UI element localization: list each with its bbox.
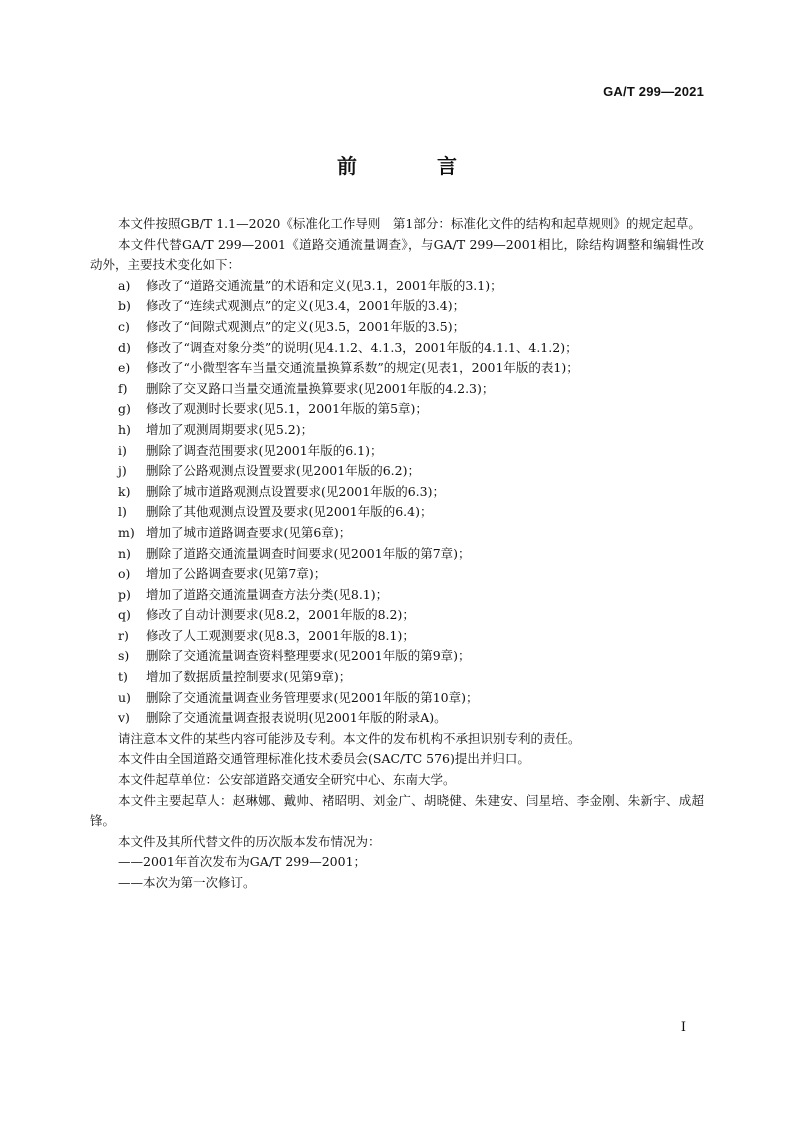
list-item: a) 修改了“道路交通流量”的术语和定义(见3.1，2001年版的3.1)；: [118, 277, 503, 293]
intro-paragraph: 本文件代替GA/T 299—2001《道路交通流量调查》，与GA/T 299—2001相比，除结构调整和编辑性改动外，主要技术变化如下：: [90, 236, 704, 273]
proposer-paragraph: 本文件由全国道路交通管理标准化技术委员会(SAC/TC 576)提出并归口。: [118, 751, 530, 767]
patent-notice: 请注意本文件的某些内容可能涉及专利。本文件的发布机构不承担识别专利的责任。: [118, 730, 581, 746]
list-item: h) 增加了观测周期要求(见5.2)；: [118, 421, 314, 437]
list-item: o) 增加了公路调查要求(见第7章)；: [118, 566, 327, 582]
list-item: d) 修改了“调查对象分类”的说明(见4.1.2、4.1.3，2001年版的4.1.1、4.1.2)；: [118, 339, 578, 355]
list-item: p) 增加了道路交通流量调查方法分类(见8.1)；: [118, 586, 389, 602]
changes-list: [90, 276, 704, 729]
list-item: f) 删除了交叉路口当量交通流量换算要求(见2001年版的4.2.3)；: [118, 380, 495, 396]
drafters: 本文件主要起草人：赵琳娜、戴帅、褚昭明、刘金广、胡晓健、朱建安、闫星培、李金刚、朱新宇、成超锋。: [90, 792, 704, 829]
list-item: n) 删除了道路交通流量调查时间要求(见2001年版的第7章)；: [118, 545, 471, 561]
drafting-units: 本文件起草单位：公安部道路交通安全研究中心、东南大学。: [118, 772, 456, 788]
list-item: m) 增加了城市道路调查要求(见第6章)；: [118, 524, 352, 540]
foreword-body: [90, 214, 704, 894]
intro-paragraph: 本文件按照GB/T 1.1—2020《标准化工作导则 第1部分：标准化文件的结构和起草规则》的规定起草。: [118, 216, 701, 231]
history-intro: 本文件及其所代替文件的历次版本发布情况为：: [118, 833, 381, 849]
list-item: l) 删除了其他观测点设置及要求(见2001年版的6.4)；: [118, 504, 433, 520]
list-item: k) 删除了城市道路观测点设置要求(见2001年版的6.3)；: [118, 483, 445, 499]
list-item: u) 删除了交通流量调查业务管理要求(见2001年版的第10章)；: [118, 689, 479, 705]
list-item: t) 增加了数据质量控制要求(见第9章)；: [118, 669, 352, 685]
page-number: I: [680, 1020, 686, 1035]
list-item: i) 删除了调查范围要求(见2001年版的6.1)；: [118, 442, 383, 458]
page-title: 前 言: [337, 154, 487, 178]
list-item: q) 修改了自动计测要求(见8.2，2001年版的8.2)；: [118, 607, 415, 623]
list-item: g) 修改了观测时长要求(见5.1，2001年版的第5章)；: [118, 401, 428, 417]
list-item: b) 修改了“连续式观测点”的定义(见3.4，2001年版的3.4)；: [118, 298, 466, 314]
list-item: r) 修改了人工观测要求(见8.3，2001年版的8.1)；: [118, 627, 415, 643]
list-item: v) 删除了交通流量调查报表说明(见2001年版的附录A)。: [118, 710, 447, 726]
standard-code: GA/T 299—2021: [603, 84, 704, 99]
list-item: c) 修改了“间隙式观测点”的定义(见3.5，2001年版的3.5)；: [118, 318, 466, 334]
history-item: ——本次为第一次修订。: [118, 875, 256, 890]
history-item: ——2001年首次发布为GA/T 299—2001；: [118, 854, 367, 870]
list-item: e) 修改了“小微型客车当量交通流量换算系数”的规定(见表1，2001年版的表1)；: [118, 360, 579, 376]
list-item: s) 删除了交通流量调查资料整理要求(见2001年版的第9章)；: [118, 648, 471, 664]
list-item: j) 删除了公路观测点设置要求(见2001年版的6.2)；: [118, 463, 420, 479]
